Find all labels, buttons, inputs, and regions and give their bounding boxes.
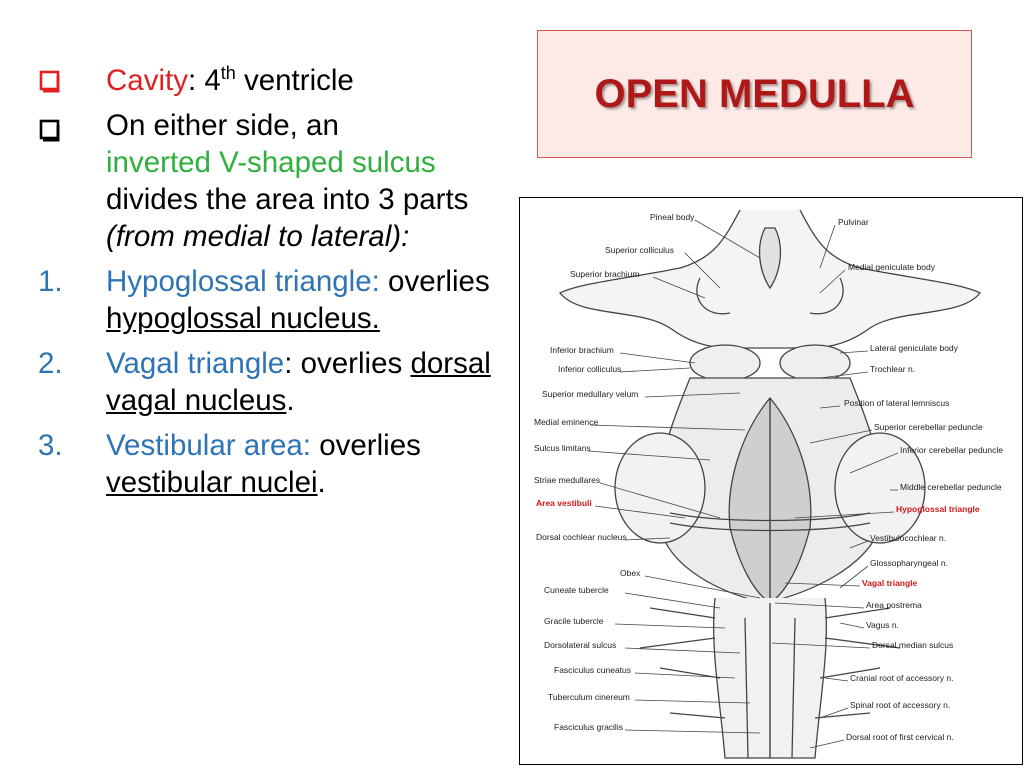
text-content <box>38 62 518 509</box>
item-target: hypoglossal nucleus. <box>106 302 380 335</box>
item-mid: overlies <box>311 429 421 462</box>
either-side-b: divides the area into 3 parts <box>106 183 469 216</box>
label-cuneate-tubercle: Cuneate tubercle <box>544 585 609 595</box>
label-medial-eminence: Medial eminence <box>534 417 599 427</box>
label-dorsolateral-sulcus: Dorsolateral sulcus <box>544 640 617 650</box>
label-striae-medullares: Striae medullares <box>534 475 601 485</box>
label-dorsal-cochlear-nucleus: Dorsal cochlear nucleus <box>536 532 627 542</box>
either-side-a: On either side, an <box>106 109 339 142</box>
item-label: Hypoglossal triangle: <box>106 265 380 298</box>
cavity-ventricle: ventricle <box>235 64 354 97</box>
label-superior-cerebellar-peduncle: Superior cerebellar peduncle <box>874 422 983 432</box>
item-mid: overlies <box>379 265 490 298</box>
item-label: Vagal triangle <box>106 347 285 380</box>
label-trochlear-n: Trochlear n. <box>870 364 916 374</box>
bullet-either-side <box>38 107 518 255</box>
label-superior-colliculus: Superior colliculus <box>605 245 674 255</box>
label-superior-medullary-velum: Superior medullary velum <box>542 389 639 399</box>
label-obex: Obex <box>620 568 641 578</box>
cavity-colon: : 4 <box>187 64 221 97</box>
title-box <box>537 30 972 158</box>
item-label: Vestibular area: <box>106 429 311 462</box>
label-hypoglossal-triangle: Hypoglossal triangle <box>896 504 980 514</box>
label-sulcus-limitans: Sulcus limitans <box>534 443 591 453</box>
label-dorsal-root-first-cervical: Dorsal root of first cervical n. <box>846 732 954 742</box>
label-lateral-geniculate-body: Lateral geniculate body <box>870 343 958 353</box>
list-number: 1. <box>38 265 63 298</box>
item-target: vestibular nuclei <box>106 466 318 499</box>
list-number: 3. <box>38 429 63 462</box>
label-pulvinar: Pulvinar <box>838 217 869 227</box>
label-fasciculus-cuneatus: Fasciculus cuneatus <box>554 665 632 675</box>
label-vestibulocochlear-n: Vestibulocochlear n. <box>870 533 947 543</box>
cavity-label: Cavity <box>106 64 188 97</box>
list-number: 2. <box>38 347 63 380</box>
either-side-green: inverted V-shaped sulcus <box>106 146 436 179</box>
label-spinal-root-accessory: Spinal root of accessory n. <box>850 700 951 710</box>
slide-title: OPEN MEDULLA <box>594 71 915 116</box>
red-checkbox-bullet-icon <box>38 69 60 91</box>
label-fasciculus-gracilis: Fasciculus gracilis <box>554 722 623 732</box>
label-medial-geniculate-body: Medial geniculate body <box>848 262 935 272</box>
label-dorsal-median-sulcus: Dorsal median sulcus <box>872 640 954 650</box>
item-end: . <box>317 466 326 499</box>
cavity-sup: th <box>220 63 236 84</box>
item-end: . <box>286 384 295 417</box>
label-middle-cerebellar-peduncle: Middle cerebellar peduncle <box>900 482 1002 492</box>
list-item-3 <box>38 427 518 501</box>
label-area-postrema: Area postrema <box>866 600 922 610</box>
label-pineal-body: Pineal body <box>650 212 695 222</box>
label-area-vestibuli: Area vestibuli <box>536 498 592 508</box>
item-mid: : overlies <box>284 347 411 380</box>
either-side-italic: (from medial to lateral): <box>106 220 410 253</box>
label-inferior-cerebellar-peduncle: Inferior cerebellar peduncle <box>900 445 1004 455</box>
checkbox-bullet-icon <box>38 114 60 136</box>
label-vagus-n: Vagus n. <box>866 620 899 630</box>
label-superior-brachium: Superior brachium <box>570 269 640 279</box>
list-item-1 <box>38 263 518 337</box>
label-inferior-brachium: Inferior brachium <box>550 345 614 355</box>
list-item-2 <box>38 345 518 419</box>
label-glossopharyngeal-n: Glossopharyngeal n. <box>870 558 948 568</box>
label-lateral-lemniscus: Position of lateral lemniscus <box>844 398 950 408</box>
label-cranial-root-accessory: Cranial root of accessory n. <box>850 673 954 683</box>
bullet-cavity <box>38 62 518 99</box>
label-inferior-colliculus: Inferior colliculus <box>558 364 622 374</box>
item-target: dorsal vagal nucleus <box>106 347 491 417</box>
label-vagal-triangle: Vagal triangle <box>862 578 918 588</box>
label-gracile-tubercle: Gracile tubercle <box>544 616 604 626</box>
label-tuberculum-cinereum: Tuberculum cinereum <box>548 692 630 702</box>
brainstem-diagram <box>519 197 1023 765</box>
